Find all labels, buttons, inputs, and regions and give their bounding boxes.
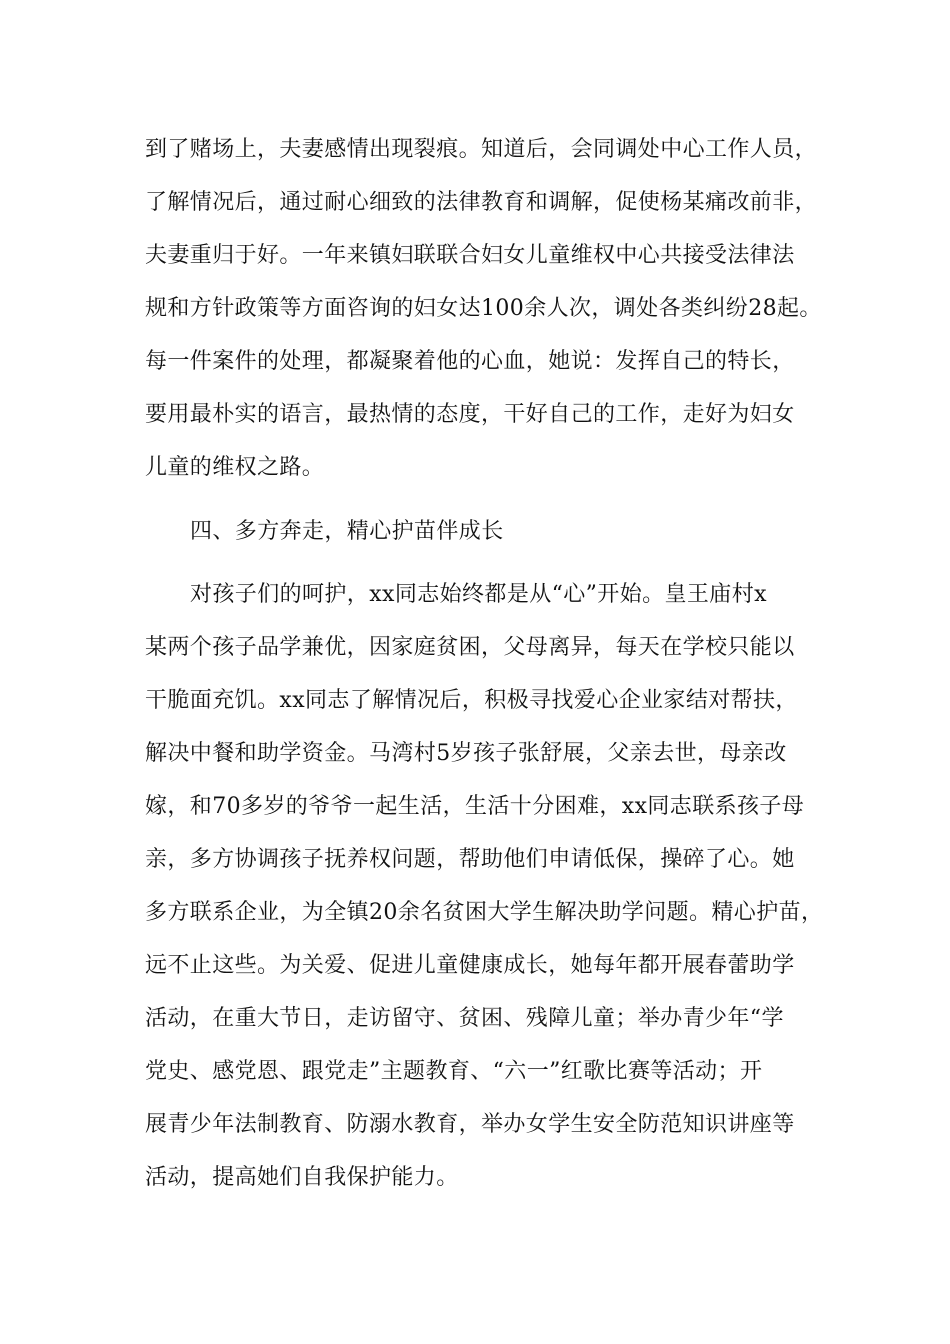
text-line: 了解情况后，通过耐心细致的法律教育和调解，促使杨某痛改前非， bbox=[145, 190, 818, 215]
text-line: 展青少年法制教育、防溺水教育，举办女学生安全防范知识讲座等 bbox=[145, 1112, 795, 1137]
text-line: 嫁，和70多岁的爷爷一起生活，生活十分困难，xx同志联系孩子母 bbox=[145, 794, 805, 819]
text-line: 干脆面充饥。xx同志了解情况后，积极寻找爱心企业家结对帮扶， bbox=[145, 688, 798, 713]
text-line: 到了赌场上，夫妻感情出现裂痕。知道后，会同调处中心工作人员， bbox=[145, 137, 818, 162]
text-line: 解决中餐和助学资金。马湾村5岁孩子张舒展，父亲去世，母亲改 bbox=[145, 741, 787, 766]
text-line: 活动，在重大节日，走访留守、贫困、残障儿童；举办青少年“学 bbox=[145, 1006, 784, 1031]
text-line: 要用最朴实的语言，最热情的态度，干好自己的工作，走好为妇女 bbox=[145, 402, 795, 427]
text-line: 党史、感党恩、跟党走”主题教育、“六一”红歌比赛等活动；开 bbox=[145, 1059, 763, 1084]
text-line: 活动，提高她们自我保护能力。 bbox=[145, 1165, 459, 1190]
text-line: 每一件案件的处理，都凝聚着他的心血，她说：发挥自己的特长， bbox=[145, 349, 795, 374]
text-line: 某两个孩子品学兼优，因家庭贫困，父母离异，每天在学校只能以 bbox=[145, 635, 795, 660]
text-line: 规和方针政策等方面咨询的妇女达100余人次，调处各类纠纷28起。 bbox=[145, 296, 822, 321]
section-heading: 四、多方奔走，精心护苗伴成长 bbox=[190, 519, 504, 544]
text-line: 多方联系企业，为全镇20余名贫困大学生解决助学问题。精心护苗， bbox=[145, 900, 824, 925]
text-line: 远不止这些。为关爱、促进儿童健康成长，她每年都开展春蕾助学 bbox=[145, 953, 795, 978]
text-line: 夫妻重归于好。一年来镇妇联联合妇女儿童维权中心共接受法律法 bbox=[145, 243, 795, 268]
text-line: 对孩子们的呵护，xx同志始终都是从“心”开始。皇王庙村x bbox=[190, 582, 767, 607]
text-line: 儿童的维权之路。 bbox=[145, 455, 325, 480]
text-line: 亲，多方协调孩子抚养权问题，帮助他们申请低保，操碎了心。她 bbox=[145, 847, 795, 872]
